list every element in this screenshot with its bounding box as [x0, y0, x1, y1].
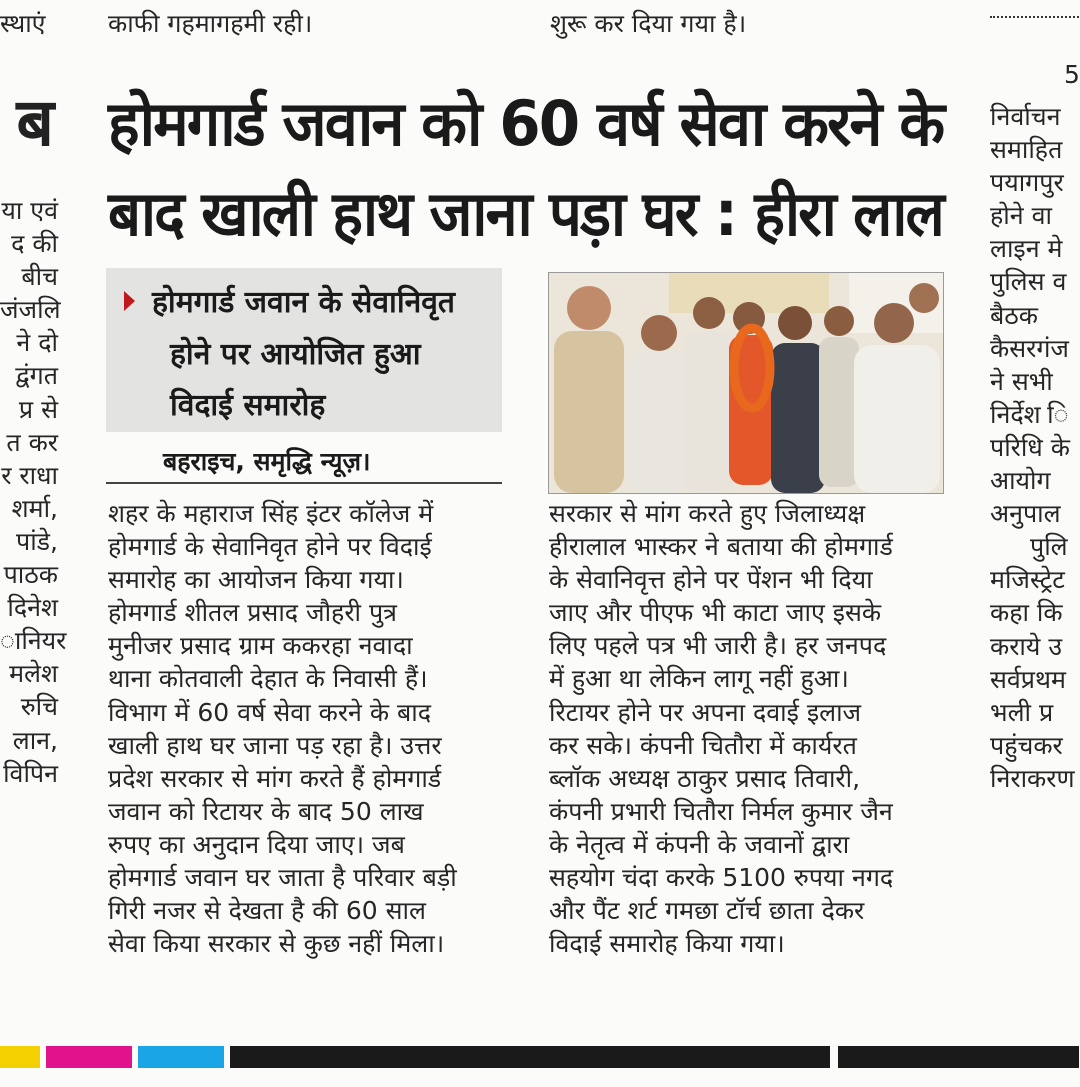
top-left-fragment: स्थाएं	[0, 9, 46, 38]
left-column	[0, 80, 60, 170]
article-line: में हुआ था लेकिन लागू नहीं हुआ।	[549, 664, 849, 694]
right-column-line: पयागपुर	[990, 168, 1064, 198]
right-column-line: परिधि के	[990, 432, 1070, 462]
right-column-lines	[990, 100, 1079, 1030]
subheadline-line-2: होने पर आयोजित हुआ	[170, 337, 421, 372]
left-column-line: द की	[11, 229, 58, 259]
article-line: विदाई समारोह किया गया।	[549, 929, 785, 959]
article-line: हीरालाल भास्कर ने बताया की होमगार्ड	[549, 532, 893, 562]
headline-line-2: बाद खाली हाथ जाना पड़ा घर : हीरा लाल	[108, 177, 943, 250]
left-column-line: ने दो	[16, 328, 58, 358]
article-column-1	[108, 497, 457, 960]
subheadline-line-3: विदाई समारोह	[170, 388, 326, 423]
article-line: शहर के महाराज सिंह इंटर कॉलेज में	[108, 499, 434, 528]
left-column-line: लान,	[12, 725, 58, 755]
left-column-line: रुचि	[20, 692, 58, 722]
article-line: मुनीजर प्रसाद ग्राम ककरहा नवादा	[108, 631, 413, 661]
left-column-line: त कर	[6, 427, 58, 457]
left-column-line: शर्मा,	[11, 493, 58, 523]
top-col1-text: काफी गहमागहमी रही।	[108, 9, 313, 38]
article-line: प्रदेश सरकार से मांग करते हैं होमगार्ड	[108, 763, 442, 793]
registration-bar-black-1	[230, 1046, 830, 1068]
right-column-line: बैठक	[990, 300, 1039, 330]
right-column-line: निराकरण	[990, 763, 1075, 793]
event-photo-illustration	[549, 273, 943, 493]
dateline-rule	[106, 482, 502, 484]
bullet-arrow-icon	[124, 291, 135, 311]
top-right-fragment: 5	[1064, 60, 1080, 89]
right-column-line: पहुंचकर	[990, 730, 1063, 760]
right-column-line: पुलि	[1030, 532, 1068, 562]
article-line: खाली हाथ घर जाना पड़ रहा है। उत्तर	[108, 730, 442, 760]
article-line: के नेतृत्व में कंपनी के जवानों द्वारा	[549, 829, 850, 859]
right-column-line: अनुपाल	[990, 499, 1061, 529]
registration-bar-cyan	[138, 1046, 224, 1068]
left-column-line: दिनेश	[7, 593, 58, 623]
article-line: समारोह का आयोजन किया गया।	[108, 565, 404, 595]
article-line: होमगार्ड जवान घर जाता है परिवार बड़ी	[108, 863, 457, 893]
left-column-line: द्वंगत	[15, 361, 58, 391]
right-column-line: निर्वाचन	[990, 102, 1061, 131]
right-column-line: ने सभी	[990, 366, 1053, 396]
right-column-line: मजिस्ट्रेट	[990, 565, 1065, 595]
article-line: सरकार से मांग करते हुए जिलाध्यक्ष	[549, 499, 866, 528]
article-line: विभाग में 60 वर्ष सेवा करने के बाद	[108, 697, 432, 727]
article-line: ब्लॉक अध्यक्ष ठाकुर प्रसाद तिवारी,	[549, 763, 861, 793]
left-column-line: प्र से	[18, 394, 58, 424]
article-line: कंपनी प्रभारी चितौरा निर्मल कुमार जैन	[549, 796, 893, 826]
left-column-line: जंजलि	[0, 295, 61, 325]
article-line: रिटायर होने पर अपना दवाई इलाज	[549, 697, 862, 727]
event-photo	[548, 272, 944, 494]
right-column-line: भली प्र	[990, 697, 1054, 727]
top-col2-text: शुरू कर दिया गया है।	[550, 9, 747, 38]
article-line: थाना कोतवाली देहात के निवासी हैं।	[108, 664, 428, 694]
article-line: होमगार्ड शीतल प्रसाद जौहरी पुत्र	[108, 598, 397, 628]
article-line: कर सके। कंपनी चितौरा में कार्यरत	[549, 730, 857, 760]
article-line: और पैंट शर्ट गमछा टॉर्च छाता देकर	[549, 896, 865, 926]
right-column-line: पुलिस व	[990, 267, 1067, 297]
right-column-line: आयोग	[990, 466, 1051, 496]
left-column-line: पांडे,	[16, 526, 58, 556]
article-line: के सेवानिवृत्त होने पर पेंशन भी दिया	[549, 565, 873, 595]
registration-bar-yellow	[0, 1046, 40, 1068]
right-column-line: निर्देश ि	[990, 399, 1069, 429]
dateline: बहराइच, समृद्धि न्यूज़।	[163, 447, 371, 476]
left-column-line: र राधा	[1, 460, 58, 490]
left-heading-fragment: ब	[16, 84, 54, 161]
left-column-line: विपिन	[3, 758, 58, 788]
article-line: रुपए का अनुदान दिया जाए। जब	[108, 829, 405, 859]
right-column-line: कैसरगंज	[990, 333, 1069, 363]
right-column-line: सर्वप्रथम	[990, 664, 1066, 694]
left-column-line: मलेश	[9, 659, 58, 689]
subheadline-line-1: होमगार्ड जवान के सेवानिवृत	[152, 285, 456, 320]
left-column-line: बीच	[21, 262, 58, 292]
article-line: जवान को रिटायर के बाद 50 लाख	[108, 796, 424, 826]
registration-bar-black-2	[838, 1046, 1079, 1068]
article-line: गिरी नजर से देखता है की 60 साल	[108, 896, 426, 926]
article-line: सहयोग चंदा करके 5100 रुपया नगद	[549, 863, 894, 893]
right-column-line: कहा कि	[990, 598, 1063, 628]
article-line: जाए और पीएफ भी काटा जाए इसके	[549, 598, 882, 628]
right-column-line: होने वा	[990, 201, 1052, 231]
left-column-line: या एवं	[1, 196, 58, 225]
top-right-rule	[990, 16, 1079, 18]
article-line: सेवा किया सरकार से कुछ नहीं मिला।	[108, 929, 445, 959]
right-column-line: लाइन मे	[990, 234, 1063, 264]
article-line: होमगार्ड के सेवानिवृत होने पर विदाई	[108, 532, 432, 562]
article-line: लिए पहले पत्र भी जारी है। हर जनपद	[549, 631, 887, 661]
headline-line-1: होमगार्ड जवान को 60 वर्ष सेवा करने के	[108, 87, 944, 160]
left-column-line: पाठक	[3, 560, 58, 590]
registration-bar-magenta	[46, 1046, 132, 1068]
left-column-lines	[0, 194, 67, 994]
article-column-2	[549, 497, 893, 960]
right-column-line: कराये उ	[990, 631, 1063, 661]
right-column-line: समाहित	[990, 135, 1063, 165]
left-column-line: ानियर	[0, 626, 67, 656]
